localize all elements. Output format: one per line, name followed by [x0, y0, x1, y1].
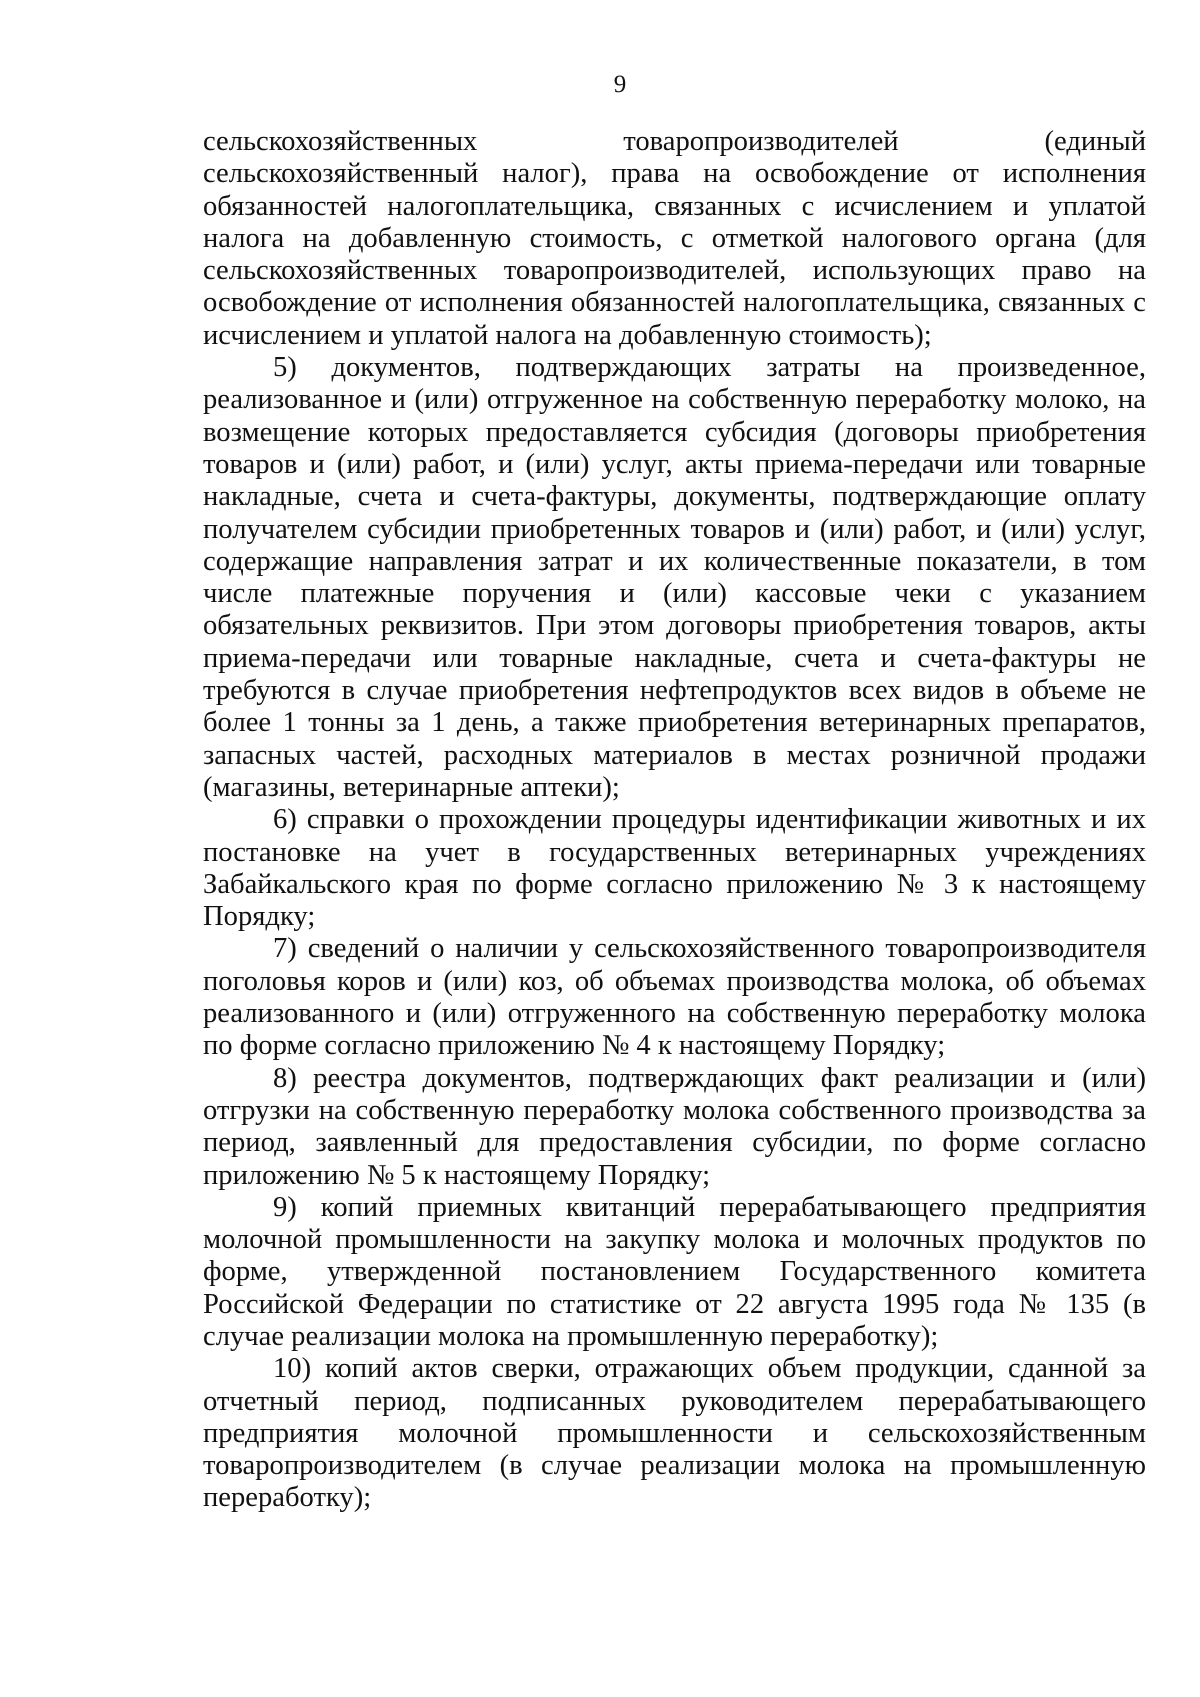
paragraph-item-9: 9) копий приемных квитанций перерабатывающего предприятия молочной промышленности на закупку молока и молочных продуктов по форме, утвержденной постановлением Государственного комитета Российской Федерации по статистике от 22 августа 1995 года № 135 (в случае реализации молока на промышленную переработку);	[203, 1191, 1146, 1352]
page-number: 9	[613, 71, 627, 98]
document-body	[203, 126, 1146, 1515]
paragraph-item-10: 10) копий актов сверки, отражающих объем продукции, сданной за отчетный период, подписанных руководителем перерабатывающего предприятия молочной промышленности и сельскохозяйственным товаропроизводителем (в случае реализации молока на промышленную переработку);	[203, 1353, 1146, 1514]
paragraph-item-6: 6) справки о прохождении процедуры идентификации животных и их постановке на учет в государственных ветеринарных учреждениях Забайкальского края по форме согласно приложению № 3 к настоящему Порядку;	[203, 804, 1146, 933]
paragraph-item-7: 7) сведений о наличии у сельскохозяйственного товаропроизводителя поголовья коров и (или) коз, об объемах производства молока, об объемах реализованного и (или) отгруженного на собственную переработку молока по форме согласно приложению № 4 к настоящему Порядку;	[203, 933, 1146, 1062]
paragraph-item-8: 8) реестра документов, подтверждающих факт реализации и (или) отгрузки на собственную переработку молока собственного производства за период, заявленный для предоставления субсидии, по форме согласно приложению № 5 к настоящему Порядку;	[203, 1062, 1146, 1191]
paragraph-item-5: 5) документов, подтверждающих затраты на произведенное, реализованное и (или) отгруженное на собственную переработку молоко, на возмещение которых предоставляется субсидия (договоры приобретения товаров и (или) работ, и (или) услуг, акты приема-передачи или товарные накладные, счета и счета-фактуры, документы, подтверждающие оплату получателем субсидии приобретенных товаров и (или) работ, и (или) услуг, содержащие направления затрат и их количественные показатели, в том числе платежные поручения и (или) кассовые чеки с указанием обязательных реквизитов. При этом договоры приобретения товаров, акты приема-передачи или товарные накладные, счета и счета-фактуры не требуются в случае приобретения нефтепродуктов всех видов в объеме не более 1 тонны за 1 день, а также приобретения ветеринарных препаратов, запасных частей, расходных материалов в местах розничной продажи (магазины, ветеринарные аптеки);	[203, 352, 1146, 803]
paragraph-continuation: сельскохозяйственных товаропроизводителей (единый сельскохозяйственный налог), права на освобождение от исполнения обязанностей налогоплательщика, связанных с исчислением и уплатой налога на добавленную стоимость, с отметкой налогового органа (для сельскохозяйственных товаропроизводителей, использующих право на освобождение от исполнения обязанностей налогоплательщика, связанных с исчислением и уплатой налога на добавленную стоимость);	[203, 126, 1146, 351]
